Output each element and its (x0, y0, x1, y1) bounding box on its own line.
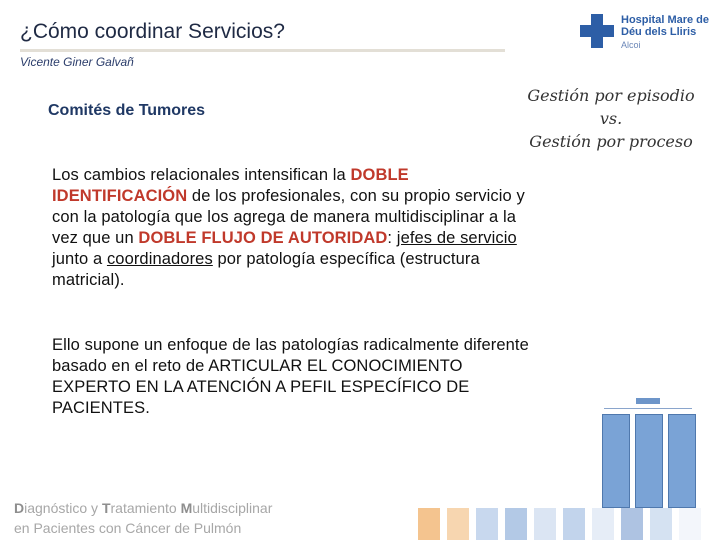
cross-icon (580, 14, 614, 48)
footer-title (14, 498, 272, 538)
author-name: Vicente Giner Galvañ (20, 55, 134, 69)
underline-jefes: jefes de servicio (396, 229, 517, 247)
paragraph-2: Ello supone un enfoque de las patologías radicalmente diferente basado en el reto de ARTICULAR EL CONOCIMIENTO EXPERTO EN LA ATENCIÓN A PEFIL ESPECÍFICO DE PACIENTES. (52, 336, 529, 417)
color-tile (650, 508, 672, 540)
hospital-logo (576, 12, 716, 50)
p1-text-2: de los profesionales, con su propio servicio y con la patología que los agrega de manera multidisciplinar a la vez que un (52, 187, 525, 247)
note-line-2: vs. (599, 109, 623, 128)
org-chart-icon (598, 398, 698, 508)
p1-text-1: Los cambios relacionales intensifican la (52, 166, 351, 184)
logo-city: Alcoi (621, 40, 641, 50)
color-tile (418, 508, 440, 540)
slide-title: ¿Cómo coordinar Servicios? (20, 20, 285, 43)
p1-text-3: : (387, 229, 397, 247)
title-underline (20, 49, 505, 52)
color-tile (563, 508, 585, 540)
color-tile (621, 508, 643, 540)
paragraph-1 (52, 165, 542, 291)
color-tile (534, 508, 556, 540)
highlight-doble-identificacion: DOBLE IDENTIFICACIÓN (52, 166, 409, 205)
highlight-doble-flujo: DOBLE FLUJO DE AUTORIDAD (138, 229, 388, 247)
footer-line-2: en Pacientes con Cáncer de Pulmón (14, 520, 242, 536)
p1-text-4: junto a (52, 250, 107, 268)
p1-text-5: por patología específica (estructura matricial). (52, 250, 480, 289)
underline-coordinadores: coordinadores (106, 250, 213, 268)
section-subtitle: Comités de Tumores (48, 102, 206, 119)
color-tile (476, 508, 498, 540)
handwritten-note (526, 84, 696, 153)
note-line-1: Gestión por episodio (527, 86, 695, 105)
color-tile (679, 508, 701, 540)
note-line-3: Gestión por proceso (529, 132, 693, 151)
logo-hospital-name: Hospital Mare de Déu dels Lliris (621, 14, 710, 38)
color-tile (447, 508, 469, 540)
color-tile (505, 508, 527, 540)
footer-line-1: Diagnóstico y Tratamiento Multidisciplinar (14, 500, 273, 516)
color-tile (592, 508, 614, 540)
